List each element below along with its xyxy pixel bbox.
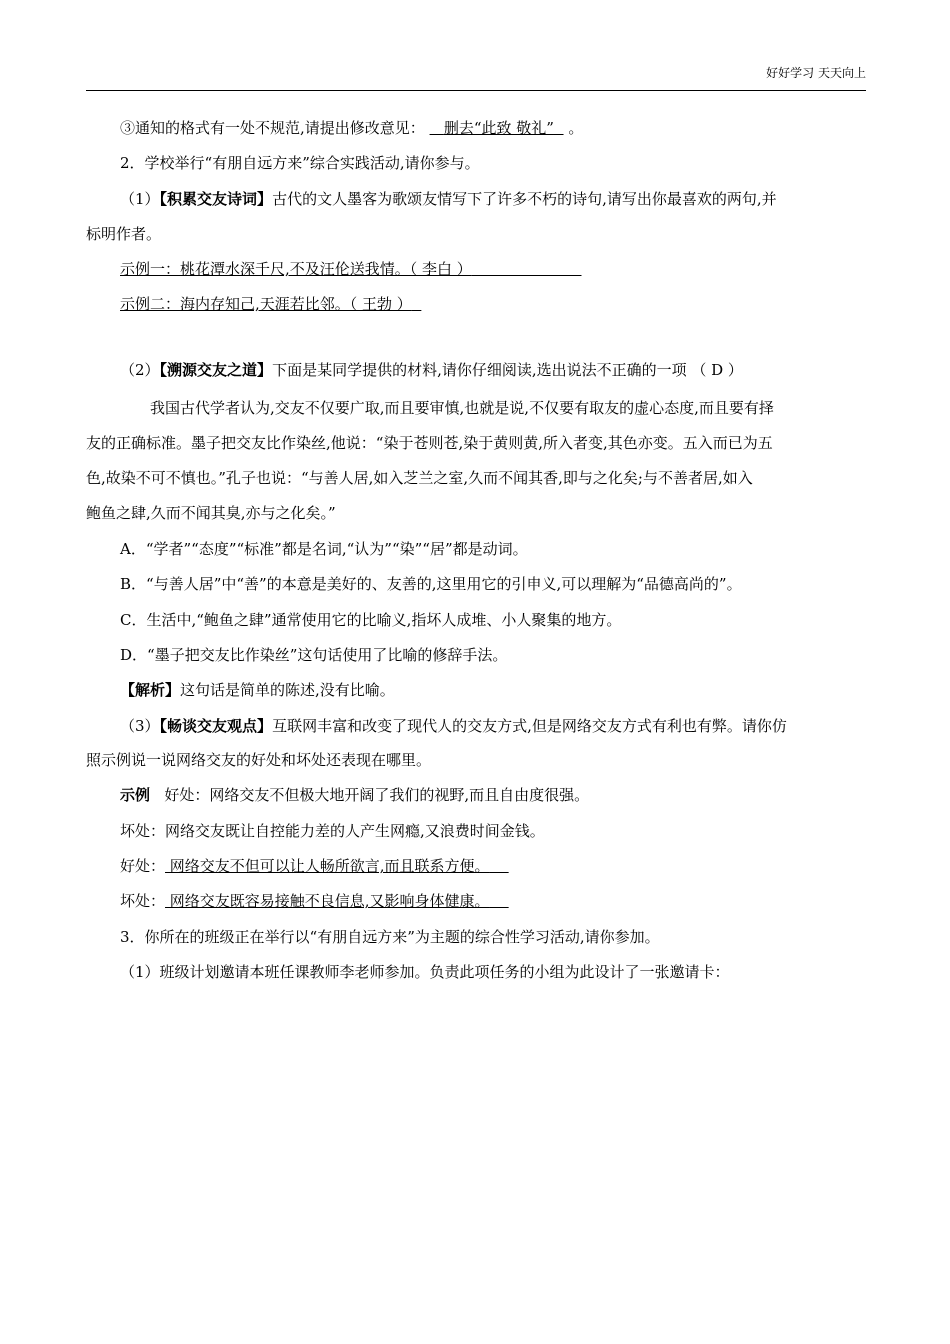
q2-part3-tag: 【畅谈交友观点】 xyxy=(159,717,273,735)
q2-part3 xyxy=(120,716,787,736)
passage-line: 色,故染不可不慎也。”孔子也说：“与善人居,如入芝兰之室,久而不闻其香,即与之化矣;与不善者居,如入 xyxy=(86,469,753,487)
option-a: A．“学者”“态度”“标准”都是名词,“认为”“染”“居”都是动词。 xyxy=(120,540,528,558)
passage-line: 我国古代学者认为,交友不仅要广取,而且要审慎,也就是说,不仅要有取友的虚心态度,而且要有择 xyxy=(150,399,774,417)
q2-part1-num: （1） xyxy=(120,190,160,208)
q2-intro: 2．学校举行“有朋自远方来”综合实践活动,请你参与。 xyxy=(120,154,480,172)
q2-part1-cont: 标明作者。 xyxy=(86,225,162,243)
example-bad: 坏处：网络交友既让自控能力差的人产生网瘾,又浪费时间金钱。 xyxy=(120,822,545,840)
q2-part3-text: 互联网丰富和改变了现代人的交友方式,但是网络交友方式有利也有弊。请你仿 xyxy=(272,717,787,735)
analysis-tag: 【解析】 xyxy=(120,681,181,699)
q2-part3-cont: 照示例说一说网络交友的好处和坏处还表现在哪里。 xyxy=(86,751,432,769)
q1-item3 xyxy=(120,118,583,138)
q2-example-1: 示例一：桃花潭水深千尺,不及汪伦送我情。（ 李白 ） xyxy=(120,260,472,278)
q2-part3-num: （3） xyxy=(120,717,160,735)
good-label: 好处： xyxy=(120,857,166,875)
page-header xyxy=(86,64,866,91)
example-good: 示例 好处：网络交友不但极大地开阔了我们的视野,而且自由度很强。 xyxy=(120,786,590,804)
header-text: 好好学习 天天向上 xyxy=(766,66,866,80)
q3-intro: 3．你所在的班级正在举行以“有朋自远方来”为主题的综合性学习活动,请你参加。 xyxy=(120,928,660,946)
q2-part1-text: 古代的文人墨客为歌颂友情写下了许多不朽的诗句,请写出你最喜欢的两句,并 xyxy=(272,190,777,208)
answer-good xyxy=(120,856,509,876)
passage-line: 鲍鱼之肆,久而不闻其臭,亦与之化矣。” xyxy=(86,504,336,522)
option-b: B．“与善人居”中“善”的本意是美好的、友善的,这里用它的引申义,可以理解为“品德高尚的”。 xyxy=(120,575,742,593)
analysis-text: 这句话是简单的陈述,没有比喻。 xyxy=(180,681,395,699)
option-c: C．生活中,“鲍鱼之肆”通常使用它的比喻义,指坏人成堆、小人聚集的地方。 xyxy=(120,611,622,629)
bad-label: 坏处： xyxy=(120,892,166,910)
option-d: D．“墨子把交友比作染丝”这句话使用了比喻的修辞手法。 xyxy=(120,646,508,664)
q2-part1-tag: 【积累交友诗词】 xyxy=(159,190,273,208)
q1-item3-prefix: ③通知的格式有一处不规范,请提出修改意见： xyxy=(120,119,425,137)
good-answer: 网络交友不但可以让人畅所欲言,而且联系方便。 xyxy=(165,857,490,875)
q2-part2-text: 下面是某同学提供的材料,请你仔细阅读,选出说法不正确的一项 （ D ） xyxy=(272,361,743,379)
bad-answer: 网络交友既容易接触不良信息,又影响身体健康。 xyxy=(165,892,490,910)
example-tag: 示例 xyxy=(120,786,151,804)
q2-part1 xyxy=(120,189,777,209)
q2-example-2: 示例二：海内存知己,天涯若比邻。（ 王勃 ） xyxy=(120,295,412,313)
q2-part2-num: （2） xyxy=(120,361,160,379)
q1-item3-suffix: 。 xyxy=(568,119,584,137)
q2-part2-tag: 【溯源交友之道】 xyxy=(159,361,273,379)
q1-item3-answer: 删去“此致 敬礼” xyxy=(443,119,554,137)
passage-line: 友的正确标准。墨子把交友比作染丝,他说：“染于苍则苍,染于黄则黄,所入者变,其色亦变。五入而已为五 xyxy=(86,434,773,452)
answer-bad xyxy=(120,891,509,911)
q3-part1: （1）班级计划邀请本班任课教师李老师参加。负责此项任务的小组为此设计了一张邀请卡： xyxy=(120,963,730,981)
q2-part2 xyxy=(120,360,743,380)
analysis xyxy=(120,680,395,700)
